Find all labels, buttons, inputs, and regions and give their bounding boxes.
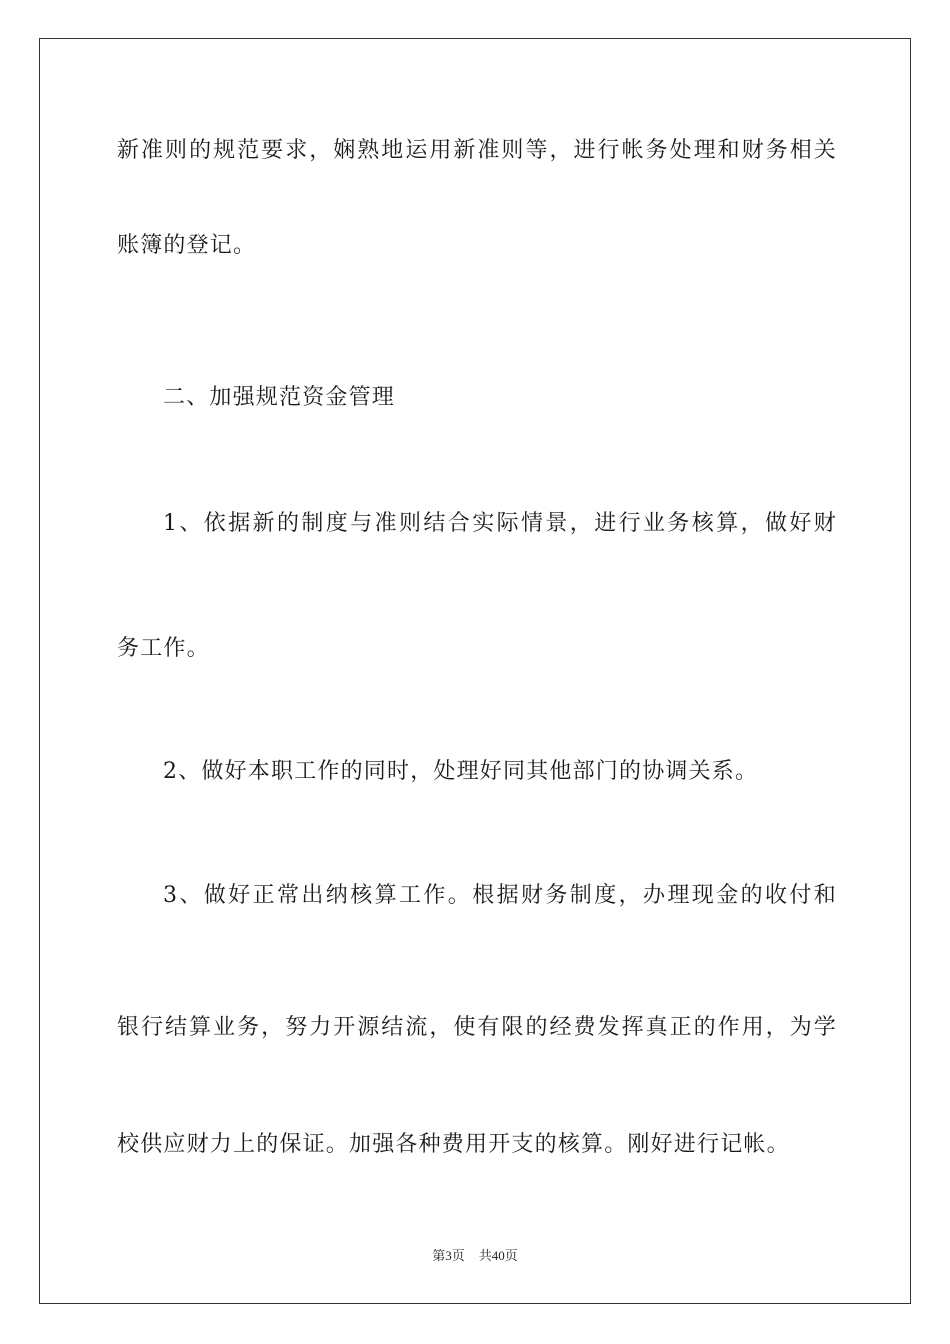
text-line-4: 1、依据新的制度与准则结合实际情景，进行业务核算，做好财 [163,511,837,536]
text-line-8: 银行结算业务，努力开源结流，使有限的经费发挥真正的作用，为学 [117,1015,837,1040]
text-line-7: 3、做好正常出纳核算工作。根据财务制度，办理现金的收付和 [163,883,837,908]
page-number: 第3页 [432,1248,465,1263]
text-line-2: 账簿的登记。 [117,233,257,258]
text-line-1: 新准则的规范要求，娴熟地运用新准则等，进行帐务处理和财务相关 [117,138,837,163]
text-line-6: 2、做好本职工作的同时，处理好同其他部门的协调关系。 [163,759,759,784]
total-pages: 共40页 [478,1248,518,1263]
page-footer [0,1247,950,1265]
page-border [39,38,911,1304]
section-heading: 二、加强规范资金管理 [163,385,396,410]
text-line-5: 务工作。 [117,636,210,661]
text-line-9: 校供应财力上的保证。加强各种费用开支的核算。刚好进行记帐。 [117,1132,790,1157]
